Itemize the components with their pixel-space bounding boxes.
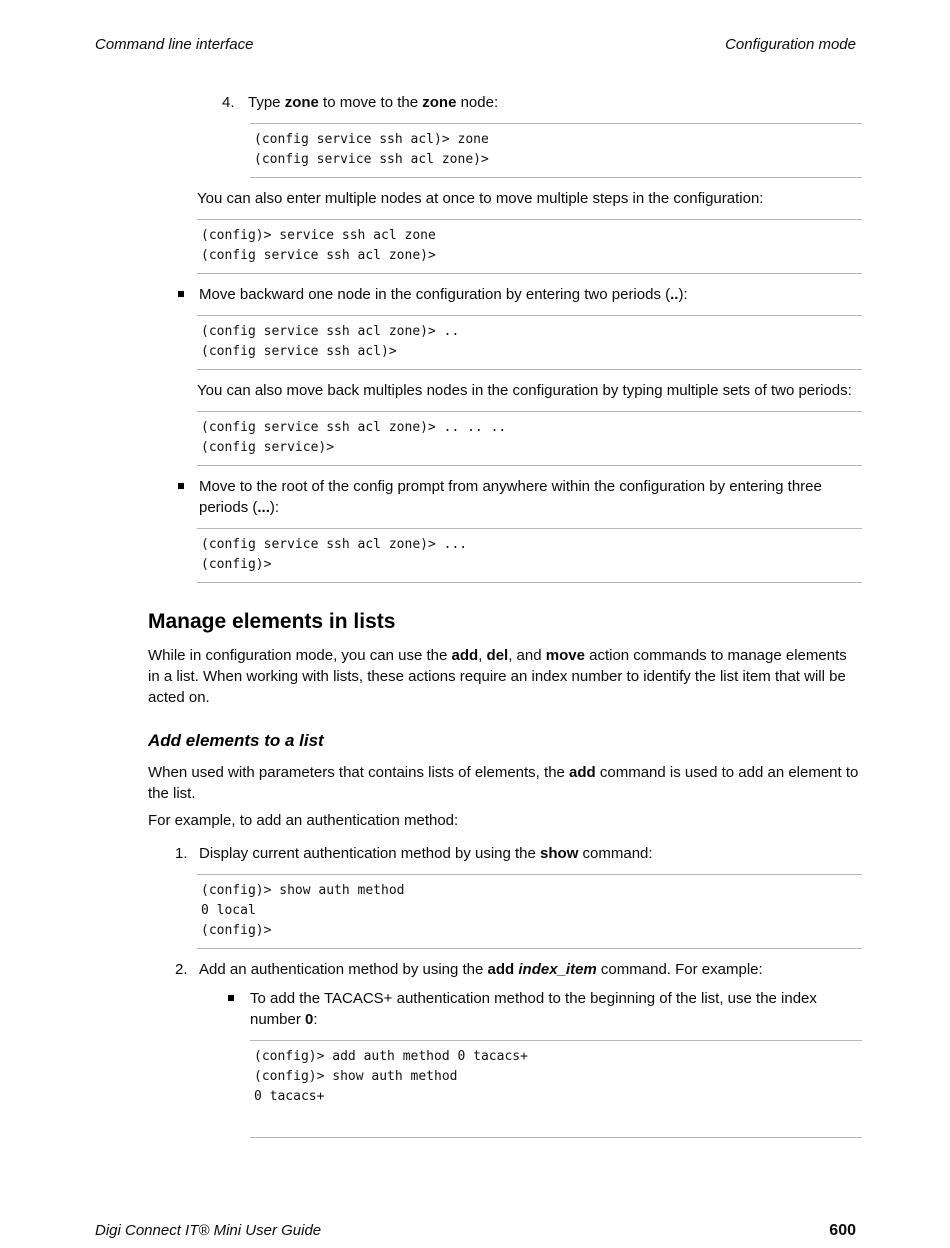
text-segment: move — [545, 647, 585, 664]
text-segment: add — [451, 647, 479, 664]
bullet-list-item — [178, 284, 862, 305]
bullet-list-item — [228, 988, 862, 1030]
bullet-icon — [178, 476, 199, 518]
text-segment: add — [487, 961, 515, 978]
text-segment: ): — [678, 286, 688, 303]
text-segment: Move to the root of the config prompt from anywhere within the configuration by entering three periods ( — [199, 478, 822, 516]
code-block — [197, 411, 862, 466]
text-segment: When used with parameters that contains lists of elements, the — [148, 764, 570, 781]
text-segment: , — [478, 647, 487, 664]
text-segment: ... — [257, 499, 270, 516]
text-segment: To add the TACACS+ authentication method to the beginning of the list, use the index number — [250, 990, 817, 1028]
code-block — [197, 315, 862, 370]
code-line: (config service)> — [201, 440, 335, 455]
subsection-heading: Add elements to a list — [148, 731, 324, 750]
numbered-list-item-2 — [175, 959, 862, 980]
code-line: (config)> add auth method 0 tacacs+ — [254, 1049, 528, 1064]
bullet-icon — [228, 988, 250, 1030]
paragraph: You can also enter multiple nodes at once to move multiple steps in the configuration: — [197, 190, 764, 207]
code-block — [197, 219, 862, 274]
code-line: (config service ssh acl zone)> — [201, 248, 436, 263]
code-line: (config)> show auth method — [201, 883, 405, 898]
list-marker: 4. — [222, 94, 235, 111]
text-segment: command: — [578, 845, 653, 862]
text-segment: While in configuration mode, you can use the — [148, 647, 452, 664]
code-line: (config)> — [201, 557, 272, 572]
text-segment: 0 — [305, 1011, 314, 1028]
list-item-text — [199, 284, 862, 305]
text-segment: : — [313, 1011, 318, 1028]
list-item-text — [199, 476, 862, 518]
numbered-list-item-1 — [175, 843, 862, 864]
paragraph — [148, 762, 862, 804]
text-segment: index_item — [518, 961, 597, 978]
code-block — [197, 528, 862, 583]
text-segment: .. — [670, 286, 679, 303]
paragraph — [148, 645, 862, 708]
code-line: 0 local — [201, 903, 256, 918]
code-line: (config service ssh acl)> zone — [254, 132, 489, 147]
text-segment: Display current authentication method by using the — [199, 845, 541, 862]
page-header — [95, 36, 856, 53]
text-segment: action commands to manage elements in a list. When working with lists, these actions require an index number to identify the list item that will be acted on. — [148, 647, 847, 706]
text-segment: ): — [269, 499, 280, 516]
list-item-text — [199, 959, 862, 980]
code-block — [250, 123, 862, 178]
code-line: (config service ssh acl zone)> .. — [201, 324, 460, 339]
numbered-list-item-4 — [222, 92, 862, 113]
text-segment: to move to the — [318, 94, 423, 111]
text-segment: Type — [248, 94, 285, 111]
code-line: (config service ssh acl zone)> ... — [201, 537, 468, 552]
code-block — [250, 1040, 862, 1138]
text-segment: zone — [422, 94, 457, 111]
text-segment: command. For example: — [596, 961, 763, 978]
list-item-text — [199, 843, 862, 864]
code-line: (config)> show auth method — [254, 1069, 458, 1084]
list-item-text — [250, 988, 862, 1030]
text-segment: del — [486, 647, 509, 664]
footer-document-title: Digi Connect IT® Mini User Guide — [95, 1222, 322, 1239]
text-segment: , and — [508, 647, 546, 664]
bullet-icon — [178, 284, 199, 305]
code-line: (config service ssh acl zone)> — [254, 152, 489, 167]
code-line: (config)> — [201, 923, 272, 938]
paragraph: For example, to add an authentication method: — [148, 812, 459, 829]
bullet-list-item — [178, 476, 862, 518]
text-segment: zone — [284, 94, 319, 111]
text-segment: command is used to add an element to the list. — [148, 764, 859, 802]
section-heading: Manage elements in lists — [148, 610, 396, 633]
page-footer — [95, 1222, 856, 1240]
footer-page-number: 600 — [829, 1222, 856, 1239]
list-marker: 1. — [175, 845, 188, 862]
header-right-title: Configuration mode — [725, 36, 856, 53]
list-item-text — [248, 92, 862, 113]
text-segment: node: — [456, 94, 499, 111]
code-line: 0 tacacs+ — [254, 1089, 325, 1104]
text-segment: Move backward one node in the configuration by entering two periods ( — [199, 286, 671, 303]
list-marker: 2. — [175, 961, 188, 978]
paragraph: You can also move back multiples nodes in the configuration by typing multiple sets of two periods: — [197, 382, 852, 399]
header-left-title: Command line interface — [95, 36, 254, 53]
text-segment: Add an authentication method by using the — [199, 961, 488, 978]
code-line: (config service ssh acl zone)> .. .. .. — [201, 420, 507, 435]
code-block — [197, 874, 862, 949]
text-segment: show — [540, 845, 579, 862]
code-line: (config service ssh acl)> — [201, 344, 397, 359]
page-content — [148, 92, 862, 1138]
text-segment: add — [569, 764, 596, 781]
code-line: (config)> service ssh acl zone — [201, 228, 436, 243]
